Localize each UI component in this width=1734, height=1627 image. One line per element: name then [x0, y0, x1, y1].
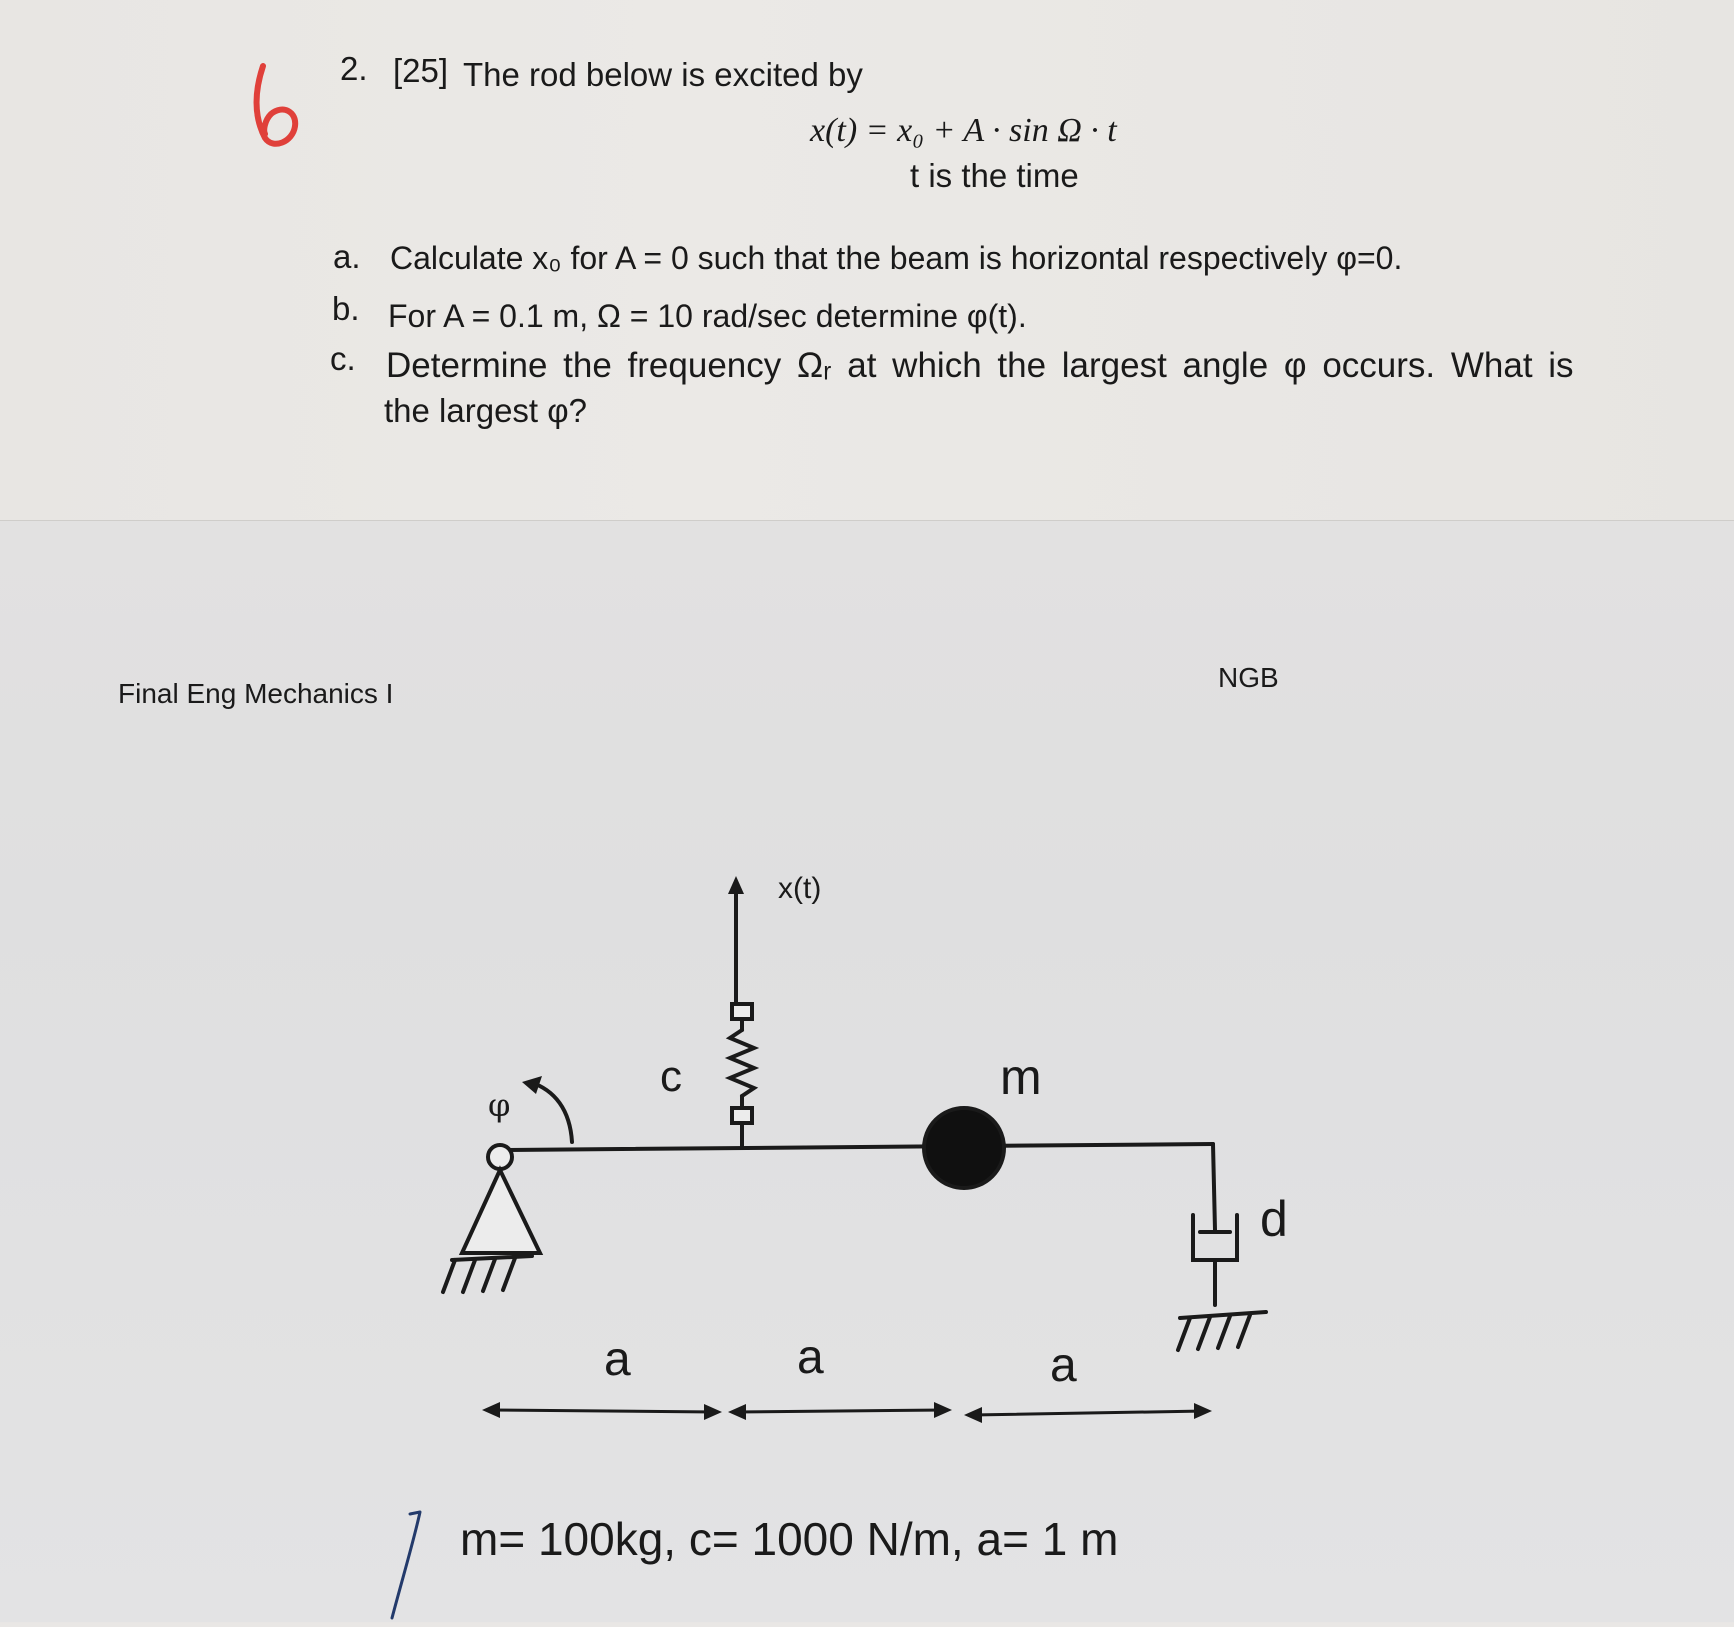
task-a-letter: a.: [333, 238, 361, 275]
time-note: t is the time: [910, 157, 1079, 194]
pen-mark: [388, 1510, 428, 1622]
ground-hatch-damper: [1178, 1312, 1266, 1350]
problem-points: [25]: [393, 52, 449, 89]
phi-label: φ: [488, 1086, 511, 1124]
mass-label: m: [1000, 1049, 1042, 1105]
task-c-line1: Determine the frequency Ωᵣ at which the largest angle φ occurs. What is: [386, 346, 1574, 385]
damper-label: d: [1260, 1191, 1288, 1247]
task-a-text: Calculate x₀ for A = 0 such that the beam is horizontal respectively φ=0.: [390, 240, 1403, 276]
spring-label: c: [660, 1052, 682, 1101]
dimension-label-2: a: [797, 1331, 824, 1384]
problem-intro: The rod below is excited by: [463, 56, 863, 93]
rigid-rod: [507, 1144, 1213, 1150]
ground-hatch-pin: [443, 1256, 532, 1292]
dimension-label-3: a: [1050, 1339, 1077, 1392]
excitation-equation: x(t) = x₀ + A · sin Ω · t: [810, 112, 1117, 149]
task-c-letter: c.: [330, 340, 356, 377]
spring-assembly: [728, 876, 754, 1148]
dimension-lines: [482, 1402, 1212, 1423]
author-initials: NGB: [1218, 662, 1279, 693]
pin-support: [462, 1170, 540, 1253]
task-b-text: For A = 0.1 m, Ω = 10 rad/sec determine φ(t).: [388, 298, 1027, 334]
dimension-label-1: a: [604, 1333, 631, 1386]
problem-number: 2.: [340, 50, 368, 87]
point-mass: [924, 1108, 1004, 1188]
task-b-letter: b.: [332, 290, 360, 327]
given-values: m= 100kg, c= 1000 N/m, a= 1 m: [460, 1513, 1119, 1565]
task-c-line2: the largest φ?: [384, 392, 588, 429]
excitation-label: x(t): [778, 872, 822, 905]
course-title: Final Eng Mechanics I: [118, 678, 394, 709]
